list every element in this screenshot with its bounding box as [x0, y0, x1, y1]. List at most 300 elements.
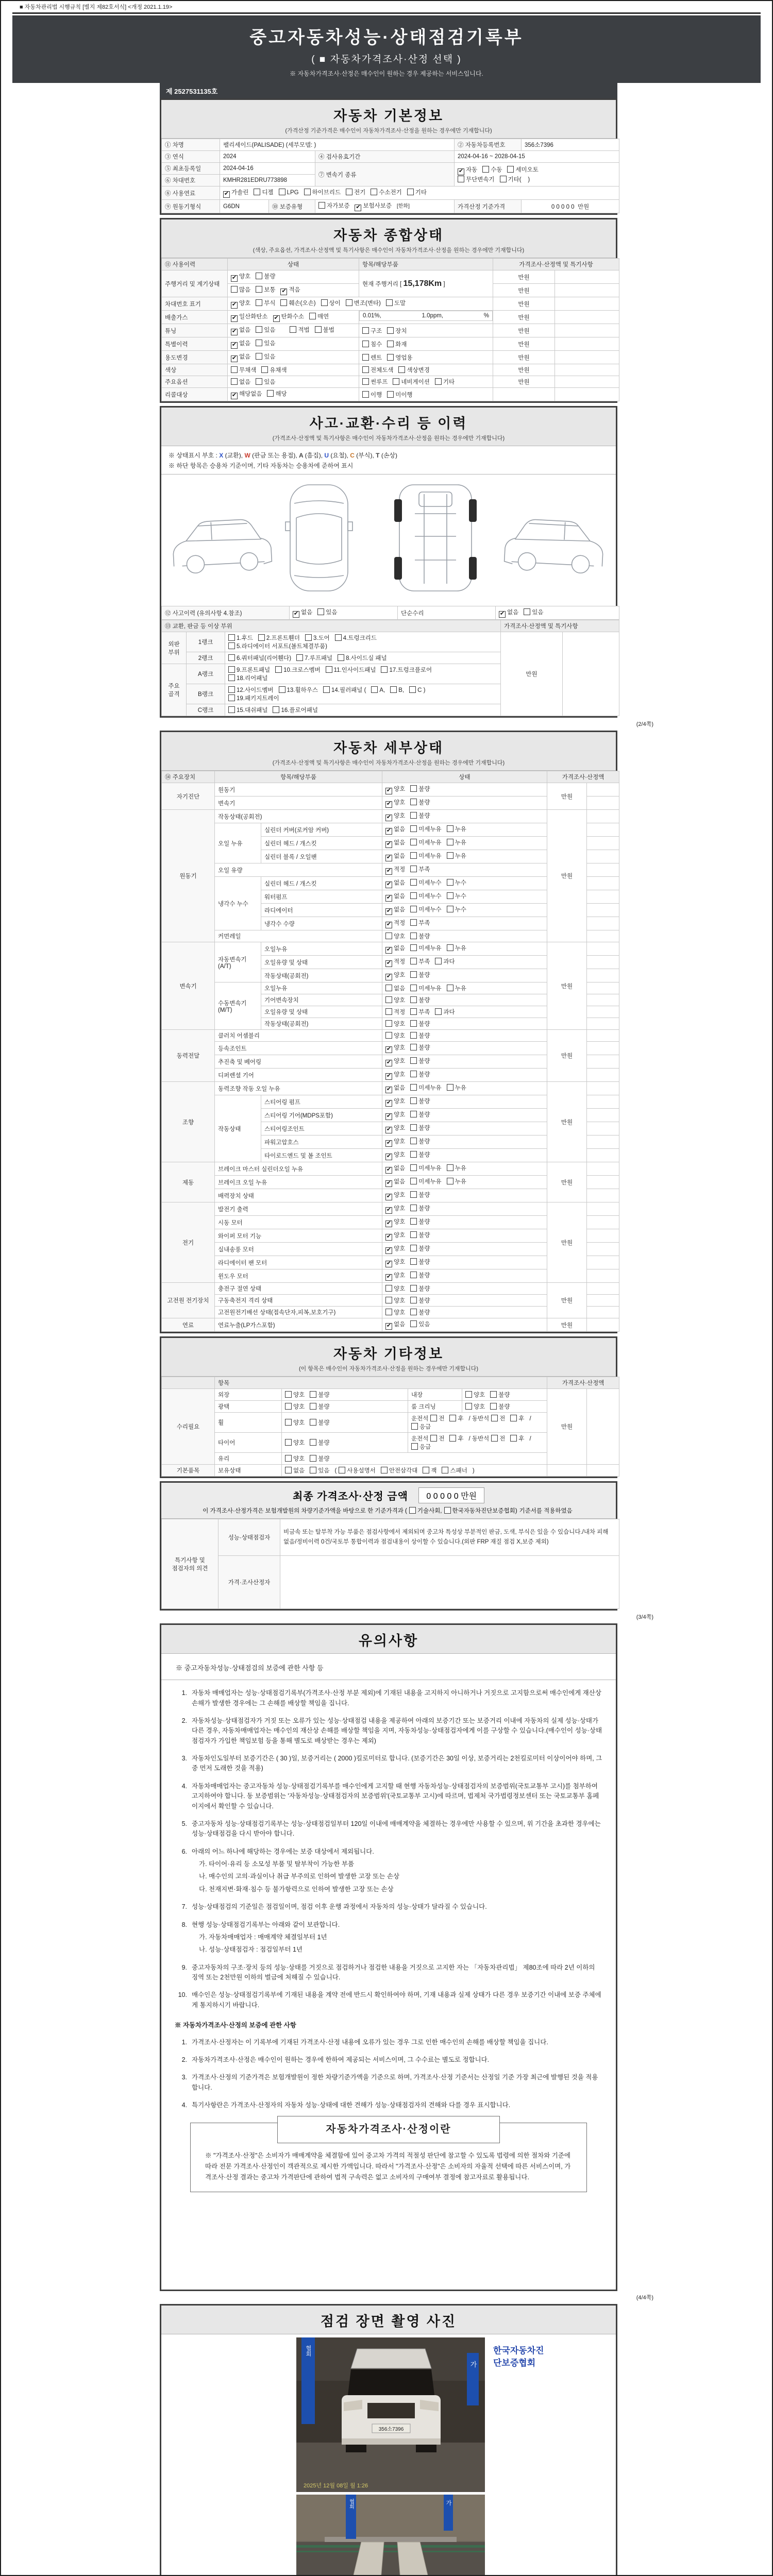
- checkbox[interactable]: [371, 189, 377, 195]
- checkbox[interactable]: [385, 947, 392, 954]
- check-label: 있음: [264, 341, 276, 347]
- checkbox[interactable]: [410, 799, 417, 805]
- price-option-line: ( ■ 자동차가격조사·산정 선택 ): [311, 54, 462, 65]
- check-label: 부족: [418, 1009, 430, 1015]
- check-item: [410, 1058, 430, 1064]
- checkbox[interactable]: [410, 933, 417, 939]
- checkbox[interactable]: [410, 1218, 417, 1225]
- checkbox[interactable]: [410, 1245, 417, 1251]
- checkbox[interactable]: [385, 985, 392, 991]
- checkbox[interactable]: [385, 801, 392, 808]
- item-state: [382, 1109, 547, 1122]
- check-item: [385, 1273, 405, 1279]
- check-label: 미세누수: [418, 893, 442, 900]
- checkbox[interactable]: [231, 302, 238, 309]
- checkbox[interactable]: [385, 1113, 392, 1120]
- checkbox[interactable]: [410, 839, 417, 845]
- checkbox[interactable]: [411, 1423, 418, 1430]
- checkbox[interactable]: [231, 355, 238, 362]
- check-item: [326, 667, 376, 673]
- checkbox[interactable]: [410, 825, 417, 832]
- checkbox[interactable]: [385, 1140, 392, 1147]
- table-cell: 주요옵션: [162, 376, 228, 388]
- checkbox[interactable]: [447, 1178, 453, 1184]
- check-item: [256, 287, 275, 293]
- checkbox[interactable]: [430, 1415, 437, 1421]
- checkbox[interactable]: [310, 1403, 316, 1410]
- item-state: [382, 1202, 547, 1216]
- checkbox[interactable]: [279, 189, 285, 195]
- checkbox[interactable]: [362, 366, 369, 373]
- checkbox[interactable]: [410, 944, 417, 951]
- checkbox[interactable]: [410, 1320, 417, 1327]
- checkbox[interactable]: [385, 1073, 392, 1080]
- checkbox[interactable]: [482, 166, 489, 173]
- checkbox[interactable]: [228, 634, 235, 641]
- checkbox[interactable]: [410, 1057, 417, 1064]
- checkbox[interactable]: [410, 919, 417, 926]
- check-label: 양호: [394, 972, 406, 978]
- checkbox[interactable]: [385, 1154, 392, 1160]
- check-label: 안전삼각대: [389, 1468, 418, 1474]
- checkbox[interactable]: [385, 960, 392, 967]
- notice-text: 가격조사·산정의 기준가격은 보험개발원이 정한 차량기준가액을 기준으로 하며, 가격조사·산정 기준서는 산정일 기준 가장 최근에 발행된 것을 적용합니다.: [192, 2074, 598, 2091]
- price-cell: 만원: [493, 376, 555, 388]
- checkbox[interactable]: [410, 852, 417, 859]
- checkbox[interactable]: [410, 1164, 417, 1171]
- checkbox[interactable]: [385, 1309, 392, 1315]
- check-label: 불량: [418, 1139, 430, 1145]
- checkbox[interactable]: [305, 634, 312, 641]
- checkbox[interactable]: [385, 1008, 392, 1015]
- checkbox[interactable]: [385, 868, 392, 875]
- check-label: 양호: [394, 800, 406, 806]
- checkbox[interactable]: [321, 299, 328, 306]
- check-item: [410, 800, 430, 806]
- checkbox[interactable]: [223, 191, 230, 198]
- checkbox[interactable]: [449, 1435, 456, 1442]
- checkbox[interactable]: [500, 176, 507, 182]
- checkbox[interactable]: [410, 1297, 417, 1303]
- checkbox[interactable]: [267, 390, 274, 397]
- checkbox[interactable]: [256, 273, 262, 279]
- checkbox[interactable]: [387, 354, 394, 361]
- checkbox[interactable]: [410, 892, 417, 899]
- checkbox[interactable]: [423, 1467, 429, 1473]
- checkbox[interactable]: [285, 1391, 292, 1398]
- note-cell: [555, 351, 619, 364]
- checkbox[interactable]: [285, 1455, 292, 1462]
- checkbox[interactable]: [435, 1008, 442, 1015]
- checkbox[interactable]: [385, 1207, 392, 1214]
- checkbox[interactable]: [273, 315, 280, 322]
- checkbox[interactable]: [458, 176, 464, 182]
- checkbox[interactable]: [228, 694, 235, 701]
- checkbox[interactable]: [315, 326, 322, 333]
- rank-items: [225, 632, 501, 652]
- table-cell: [228, 297, 493, 311]
- checkbox[interactable]: [385, 974, 392, 980]
- checkbox[interactable]: [285, 1403, 292, 1410]
- table-cell: [282, 1433, 408, 1453]
- check-item: [315, 327, 334, 333]
- check-item: [228, 675, 267, 682]
- checkbox[interactable]: [447, 1084, 453, 1091]
- checkbox[interactable]: [447, 944, 453, 951]
- checkbox[interactable]: [410, 1272, 417, 1278]
- checkbox[interactable]: [447, 892, 453, 899]
- checkbox[interactable]: [318, 202, 325, 209]
- checkbox[interactable]: [309, 313, 316, 319]
- checkbox[interactable]: [385, 1167, 392, 1174]
- checkbox[interactable]: [491, 1415, 498, 1421]
- checkbox[interactable]: [280, 289, 287, 295]
- checkbox[interactable]: [410, 1097, 417, 1104]
- checkbox[interactable]: [362, 354, 369, 361]
- checkbox[interactable]: [275, 666, 282, 673]
- checkbox[interactable]: [385, 788, 392, 794]
- checkbox[interactable]: [410, 1309, 417, 1315]
- checkbox[interactable]: [499, 611, 506, 618]
- legend-prefix: ※ 상태표시 부호 :: [169, 452, 220, 459]
- checkbox[interactable]: [430, 1435, 437, 1442]
- item-state: [382, 904, 547, 917]
- notice-item: [175, 1990, 602, 2010]
- current-mileage: 현재 주행거리 [ 15,178Km ]: [359, 270, 493, 297]
- checkbox[interactable]: [385, 1127, 392, 1133]
- checkbox[interactable]: [290, 326, 296, 333]
- checkbox[interactable]: [346, 299, 352, 306]
- check-label: 일산화탄소: [239, 314, 268, 320]
- checkbox[interactable]: [387, 327, 394, 334]
- checkbox[interactable]: [435, 958, 442, 964]
- check-label: 양호: [239, 274, 251, 280]
- check-item: [447, 853, 466, 859]
- checkbox[interactable]: [410, 1032, 417, 1039]
- checkbox[interactable]: [410, 812, 417, 819]
- check-label: 양호: [394, 1298, 406, 1304]
- check-label: 누유: [455, 1085, 466, 1091]
- checkbox[interactable]: [410, 1008, 417, 1015]
- note-cell: [587, 1295, 619, 1307]
- checkbox[interactable]: [410, 1178, 417, 1184]
- checkbox[interactable]: [410, 785, 417, 792]
- checkbox[interactable]: [310, 1391, 316, 1398]
- checkbox[interactable]: [447, 852, 453, 859]
- checkbox[interactable]: [410, 1084, 417, 1091]
- checkbox[interactable]: [385, 855, 392, 861]
- checkbox[interactable]: [507, 166, 514, 173]
- check-label: 후: [458, 1416, 464, 1422]
- check-label: 누유: [455, 853, 466, 859]
- checkbox[interactable]: [458, 168, 464, 175]
- check-item: [231, 300, 250, 307]
- checkbox[interactable]: [447, 879, 453, 886]
- checkbox[interactable]: [410, 1111, 417, 1117]
- checkbox[interactable]: [490, 1391, 497, 1398]
- checkbox[interactable]: [410, 879, 417, 886]
- checkbox[interactable]: [362, 391, 369, 398]
- checkbox[interactable]: [279, 686, 285, 693]
- checkbox[interactable]: [385, 1020, 392, 1027]
- checkbox[interactable]: [385, 1046, 392, 1053]
- rank-name: B랭크: [187, 684, 225, 704]
- check-item: [410, 959, 430, 965]
- check-item: [430, 1436, 444, 1442]
- checkbox[interactable]: [256, 378, 262, 385]
- checkbox[interactable]: [410, 1151, 417, 1158]
- check-item: [231, 314, 268, 320]
- checkbox[interactable]: [385, 1285, 392, 1292]
- checkbox[interactable]: [231, 393, 238, 399]
- checkbox[interactable]: [524, 608, 530, 615]
- checkbox[interactable]: [447, 839, 453, 845]
- checkbox[interactable]: [362, 327, 369, 334]
- checkbox[interactable]: [338, 654, 344, 661]
- checkbox[interactable]: [410, 996, 417, 1003]
- checkbox[interactable]: [510, 1435, 517, 1442]
- checkbox[interactable]: [371, 686, 378, 693]
- checkbox[interactable]: [228, 654, 235, 661]
- check-item: [228, 687, 274, 693]
- notice-text: 아래의 어느 하나에 해당하는 경우에는 보증 대상에서 제외됩니다. 가. 타이어·유리 등 소모성 부품 및 탈부착이 가능한 부품 나. 매수인의 고의·과실이나 취급 부주의로 인하여 발생한 고장 또는 손상 다. 천재지변·화재·침수 등 불가항력으로 인하여 발생한 고장 또는 손상: [192, 1847, 399, 1895]
- checkbox[interactable]: [410, 1205, 417, 1211]
- checkbox[interactable]: [410, 1044, 417, 1050]
- checkbox[interactable]: [385, 908, 392, 915]
- page-marker: (2/4쪽): [636, 721, 653, 727]
- checkbox[interactable]: [465, 1391, 472, 1398]
- checkbox[interactable]: [387, 341, 394, 347]
- checkbox[interactable]: [410, 1138, 417, 1144]
- check-label: 있음: [264, 354, 276, 360]
- checkbox[interactable]: [231, 286, 238, 293]
- checkbox[interactable]: [228, 674, 235, 681]
- check-label: 불량: [418, 1206, 430, 1212]
- checkbox[interactable]: [273, 706, 279, 713]
- checkbox[interactable]: [410, 866, 417, 872]
- checkbox[interactable]: [410, 1191, 417, 1198]
- checkbox[interactable]: [385, 1323, 392, 1330]
- basic-info-table: [161, 139, 619, 213]
- checkbox[interactable]: [256, 326, 262, 333]
- checkbox[interactable]: [228, 706, 235, 713]
- checkbox[interactable]: [407, 189, 414, 195]
- checkbox[interactable]: [409, 1507, 416, 1514]
- check-label: 양호: [293, 1420, 305, 1426]
- checkbox[interactable]: [385, 1180, 392, 1187]
- checkbox[interactable]: [410, 971, 417, 978]
- checkbox[interactable]: [385, 1234, 392, 1241]
- emission-value: 0.01%,: [363, 313, 381, 319]
- checkbox[interactable]: [385, 1247, 392, 1254]
- checkbox[interactable]: [385, 1100, 392, 1107]
- checkbox[interactable]: [326, 666, 332, 673]
- check-item: [231, 327, 250, 333]
- checkbox[interactable]: [339, 1467, 345, 1473]
- check-label: 미세누유: [418, 1179, 442, 1185]
- checkbox[interactable]: [285, 1439, 292, 1446]
- checkbox[interactable]: [355, 205, 361, 211]
- checkbox[interactable]: [228, 686, 235, 693]
- checkbox[interactable]: [385, 882, 392, 888]
- checkbox[interactable]: [410, 985, 417, 991]
- checkbox[interactable]: [410, 1020, 417, 1027]
- checkbox[interactable]: [491, 1435, 498, 1442]
- checkbox[interactable]: [435, 378, 442, 385]
- checkbox[interactable]: [447, 1164, 453, 1171]
- checkbox[interactable]: [231, 342, 238, 349]
- table-cell: [359, 351, 493, 364]
- checkbox[interactable]: [447, 825, 453, 832]
- check-item: [430, 1416, 444, 1422]
- item-name: 외장: [215, 1389, 282, 1401]
- check-item: [447, 945, 466, 952]
- checkbox[interactable]: [258, 634, 265, 641]
- check-item: [381, 1468, 418, 1474]
- table-cell: 가격산정 기준가격: [455, 200, 522, 213]
- item-name: 기어변속장치: [261, 994, 382, 1006]
- checkbox[interactable]: [310, 1439, 316, 1446]
- checkbox[interactable]: [387, 391, 394, 398]
- checkbox[interactable]: [317, 608, 324, 615]
- checkbox[interactable]: [231, 275, 238, 282]
- checkbox[interactable]: [385, 1032, 392, 1039]
- checkbox[interactable]: [385, 895, 392, 902]
- checkbox[interactable]: [447, 985, 453, 991]
- transmission-type: [455, 163, 619, 187]
- rank-items: [225, 652, 501, 664]
- checkbox[interactable]: [410, 1071, 417, 1077]
- checkbox[interactable]: [398, 366, 405, 373]
- checkbox[interactable]: [444, 1507, 451, 1514]
- check-item: [410, 1246, 430, 1252]
- checkbox[interactable]: [280, 299, 287, 306]
- checkbox[interactable]: [346, 189, 352, 195]
- checkbox[interactable]: [231, 366, 238, 373]
- checkbox[interactable]: [385, 1274, 392, 1281]
- checkbox[interactable]: [385, 1087, 392, 1093]
- device-group: 제동: [162, 1162, 215, 1202]
- checkbox[interactable]: [410, 1231, 417, 1238]
- note-cell: [587, 850, 619, 863]
- checkbox[interactable]: [385, 1060, 392, 1066]
- checkbox[interactable]: [254, 189, 260, 195]
- checkbox[interactable]: [362, 378, 369, 385]
- item-state: [382, 1295, 547, 1307]
- check-item: [410, 907, 441, 913]
- checkbox[interactable]: [231, 315, 238, 322]
- checkbox[interactable]: [385, 1221, 392, 1227]
- checkbox[interactable]: [256, 353, 262, 360]
- checkbox[interactable]: [285, 1467, 292, 1473]
- checkbox[interactable]: [285, 1419, 292, 1426]
- checkbox[interactable]: [385, 815, 392, 821]
- checkbox[interactable]: [409, 686, 416, 693]
- checkbox[interactable]: [447, 906, 453, 912]
- table-cell: 가격조사·산정액 및 특기사항: [493, 259, 619, 270]
- checkbox[interactable]: [256, 286, 262, 293]
- checkbox[interactable]: [385, 828, 392, 835]
- notice-item: [175, 1963, 602, 1983]
- checkbox[interactable]: [465, 1403, 472, 1410]
- checkbox[interactable]: [261, 366, 268, 373]
- checkbox[interactable]: [510, 1415, 517, 1421]
- checkbox[interactable]: [385, 1297, 392, 1303]
- checkbox[interactable]: [381, 666, 388, 673]
- check-label: 5.라디에이터 서포트(볼트체결부품): [237, 643, 327, 650]
- check-label: 부족: [418, 959, 430, 965]
- checkbox[interactable]: [385, 1261, 392, 1267]
- checkbox[interactable]: [310, 1419, 316, 1426]
- checkbox[interactable]: [228, 642, 235, 649]
- check-label: 양호: [394, 1021, 406, 1027]
- checkbox[interactable]: [490, 1403, 497, 1410]
- checkbox[interactable]: [256, 299, 262, 306]
- sub-group: 자동변속기 (A/T): [215, 942, 261, 982]
- checkbox[interactable]: [393, 378, 399, 385]
- checkbox[interactable]: [256, 340, 262, 346]
- check-label: 적정: [394, 920, 406, 926]
- checkbox[interactable]: [410, 1124, 417, 1131]
- check-item: [385, 1179, 405, 1185]
- table-cell: ④ 검사유효기간: [315, 151, 455, 163]
- item-name: 광택: [215, 1401, 282, 1413]
- section-photos: [160, 2304, 617, 2576]
- device-group: 조향: [162, 1082, 215, 1162]
- notice-list-pricing: [175, 2038, 602, 2111]
- checkbox[interactable]: [231, 329, 238, 335]
- checkbox[interactable]: [385, 841, 392, 848]
- appraiser-remark: [280, 1556, 619, 1609]
- checkbox[interactable]: [442, 1467, 448, 1473]
- notice-text: 자동차성능·상태점검자가 거짓 또는 오류가 있는 성능·상태점검 내용을 제공하여 아래의 보증기간 또는 보증거리 이내에 자동차의 실제 성능·상태가 다른 경우, 자동차매매업자는 매수인의 재산상 손해를 배상할 책임을 지며, 자동차성능·상태점검자에게 이를 구상할 수 있습니다.(매수인이 성능·상태점검자가 가입한 책임보험 등을 통해 별도로 배상받는 경우는 제외): [192, 1717, 602, 1744]
- checkbox[interactable]: [335, 634, 342, 641]
- checkbox[interactable]: [293, 611, 299, 618]
- check-label: 기술사회,: [417, 1508, 442, 1514]
- checkbox[interactable]: [228, 666, 235, 673]
- checkbox[interactable]: [385, 922, 392, 928]
- checkbox[interactable]: [381, 1467, 388, 1473]
- checkbox[interactable]: [323, 686, 330, 693]
- checkbox[interactable]: [362, 341, 369, 347]
- checkbox[interactable]: [310, 1455, 316, 1462]
- check-item: [385, 907, 405, 913]
- checkbox[interactable]: [410, 1285, 417, 1292]
- checkbox[interactable]: [231, 378, 238, 385]
- checkbox[interactable]: [410, 1258, 417, 1265]
- checkbox[interactable]: [385, 1194, 392, 1200]
- checkbox[interactable]: [449, 1415, 456, 1421]
- price-cell: 만원: [547, 1162, 587, 1202]
- checkbox[interactable]: [390, 686, 397, 693]
- checkbox[interactable]: [385, 996, 392, 1003]
- checkbox[interactable]: [304, 189, 311, 195]
- section-subtitle: (가격산정 기준가격은 매수인이 자동차가격조사·산정을 원하는 경우에만 기재합니다): [285, 128, 492, 134]
- table-cell: [228, 311, 359, 324]
- checkbox[interactable]: [410, 958, 417, 964]
- checkbox[interactable]: [410, 906, 417, 912]
- checkbox[interactable]: [310, 1467, 316, 1473]
- check-label: 불량: [418, 1033, 430, 1039]
- notice-item: [175, 1819, 602, 1839]
- check-label: 누유: [455, 840, 466, 846]
- checkbox[interactable]: [386, 299, 393, 306]
- checkbox[interactable]: [296, 654, 303, 661]
- checkbox[interactable]: [385, 933, 392, 939]
- check-label: 불량: [418, 1045, 430, 1051]
- check-label: 불량: [418, 1112, 430, 1118]
- checkbox[interactable]: [411, 1443, 418, 1450]
